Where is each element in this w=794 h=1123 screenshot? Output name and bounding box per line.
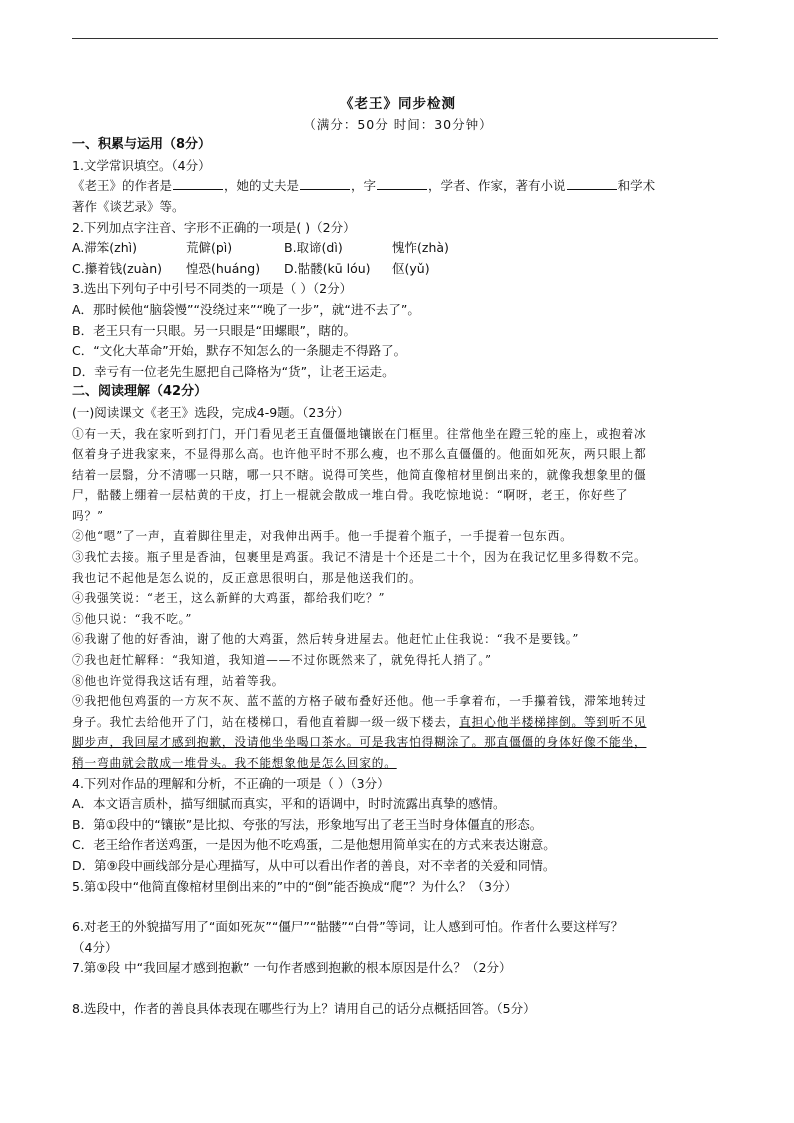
passage-paragraph-6: ⑥我谢了他的好香油，谢了他的大鸡蛋，然后转身进屋去。他赶忙止住我说：“我不是要钱。” (72, 632, 580, 647)
q1-text-4: ，学者、作家，著有小说 (428, 178, 566, 194)
question-2-options-row-1 (72, 238, 724, 259)
question-8: 8.选段中，作者的善良具体表现在哪些行为上？请用自己的话分点概括回答。（5分） (72, 1000, 536, 1016)
document-subtitle: （满分：50分 时间：30分钟） (303, 116, 493, 132)
reading-intro: (一)阅读课文《老王》选段，完成4-9题。（23分） (72, 404, 350, 420)
underlined-passage: 脚步声，我回屋才感到抱歉，没请他坐坐喝口茶水。可是我害怕得糊涂了。那直僵僵的身体好像不能坐， (72, 735, 647, 750)
passage-paragraph-1-line: 结着一层翳，分不清哪一只瞎，哪一只不瞎。说得可笑些，他简直像棺材里倒出来的，就像我想象里的僵 (72, 467, 647, 482)
passage-paragraph-5: ⑤他只说：“我不吃。” (72, 611, 193, 626)
question-6-line-1: 6.对老王的外貌描写用了“面如死灰”“僵尸”“骷髅”“白骨”等词，让人感到可怕。作者什么要这样写？ (72, 919, 624, 935)
option-b-word-2: 愧怍(zhà) (392, 240, 449, 256)
passage-paragraph-3-line: ③我忙去接。瓶子里是香油，包裹里是鸡蛋。我记不清是十个还是二十个，因为在我记忆里多得数不完。 (72, 550, 647, 565)
question-3-stem: 3.选出下列句子中引号不同类的一项是（ ）（2分） (72, 281, 353, 297)
question-2-stem: 2.下列加点字注音、字形不正确的一项是( )（2分） (72, 219, 356, 235)
question-4-option-a: A．本文语言质朴，描写细腻而真实，平和的语调中，时时流露出真挚的感情。 (72, 796, 506, 812)
question-7: 7.第⑨段 中“我回屋才感到抱歉” 一句作者感到抱歉的根本原因是什么？（2分） (72, 960, 512, 976)
question-1-line-1 (72, 176, 724, 197)
question-3-option-d: D．幸亏有一位老先生愿把自己降格为“货”，让老王运走。 (72, 363, 395, 379)
question-3-option-c: C．“文化大革命”开始，默存不知怎么的一条腿走不得路了。 (72, 343, 407, 359)
section-heading-2: 二、阅读理解（42分） (72, 384, 208, 400)
passage-paragraph-1-line: 伛着身子进我家来，不显得那么高。也许他平时不那么瘦，也不那么直僵僵的。他面如死灰，两只眼上都 (72, 447, 647, 462)
q1-text-5: 和学术 (617, 178, 656, 194)
document-title: 《老王》同步检测 (340, 96, 456, 112)
q1-text-3: ，字 (351, 178, 377, 194)
question-2-options-row-2 (72, 259, 724, 280)
passage-paragraph-9-line: ⑨我把他包鸡蛋的一方灰不灰、蓝不蓝的方格子破布叠好还他。他一手拿着布，一手攥着钱，滞笨地转过 (72, 694, 647, 709)
answer-space (72, 979, 724, 999)
question-5: 5.第①段中“他简直像棺材里倒出来的”中的“倒”能否换成“爬”？为什么？（3分） (72, 878, 517, 894)
answer-blank (300, 178, 350, 190)
passage-paragraph-2: ②他“嗯”了一声，直着脚往里走，对我伸出两手。他一手提着个瓶子，一手提着一包东西。 (72, 529, 573, 544)
option-a: A.滞笨(zhì) (72, 240, 138, 256)
document-body (72, 94, 724, 1020)
answer-space (72, 897, 724, 917)
question-4-option-d: D．第⑨段中画线部分是心理描写，从中可以看出作者的善良，对不幸者的关爱和同情。 (72, 857, 556, 873)
passage-paragraph-8: ⑧他也许觉得我这话有理，站着等我。 (72, 673, 285, 688)
option-d: D.骷髅(kū lóu) (284, 260, 371, 276)
option-a-word-2: 荒僻(pì) (186, 240, 233, 256)
question-6-line-2: （4分） (72, 939, 118, 955)
passage-text: 身子。我忙去给他开了门，站在楼梯口，看他直着脚一级一级下楼去， (72, 714, 460, 729)
passage-paragraph-1-line: ①有一天，我在家听到打门，开门看见老王直僵僵地镶嵌在门框里。往常他坐在蹬三轮的座上，或抱着冰 (72, 426, 647, 441)
passage-paragraph-3-line: 我也记不起他是怎么说的，反正意思很明白，那是他送我们的。 (72, 570, 422, 585)
question-3-option-b: B．老王只有一只眼。另一只眼是“田螺眼”，瞎的。 (72, 322, 357, 338)
question-4-stem: 4.下列对作品的理解和分析，不正确的一项是（ ）（3分） (72, 775, 390, 791)
option-c: C.攥着钱(zuàn) (72, 260, 163, 276)
answer-blank (377, 178, 427, 190)
question-4-option-b: B．第①段中的“镶嵌”是比拟、夸张的写法，形象地写出了老王当时身体僵直的形态。 (72, 816, 543, 832)
question-1-line-2: 著作《谈艺录》等。 (72, 198, 185, 214)
question-4-option-c: C．老王给作者送鸡蛋，一是因为他不吃鸡蛋，二是他想用简单实在的方式来表达谢意。 (72, 837, 556, 853)
passage-paragraph-1-line: 尸，骷髅上绷着一层枯黄的干皮，打上一棍就会散成一堆白骨。我吃惊地说：“啊呀，老王，你好些了 (72, 488, 629, 503)
answer-blank (567, 178, 617, 190)
question-3-option-a: A．那时候他“脑袋慢”“没绕过来”“晚了一步”，就“进不去了”。 (72, 301, 420, 317)
passage-paragraph-1-line: 吗？” (72, 508, 104, 523)
passage-paragraph-7: ⑦我也赶忙解释：“我知道，我知道——不过你既然来了，就免得托人捎了。” (72, 653, 492, 668)
option-c-word-2: 惶恐(huáng) (186, 260, 261, 276)
passage-paragraph-4: ④我强笑说：“老王，这么新鲜的大鸡蛋，都给我们吃？” (72, 591, 386, 606)
answer-blank (173, 178, 223, 190)
q1-text-2: ，她的丈夫是 (224, 178, 300, 194)
question-1-stem: 1.文学常识填空。（4分） (72, 157, 211, 173)
header-rule (72, 38, 718, 39)
passage-paragraph-9-line (72, 712, 724, 733)
underlined-passage: 稍一弯曲就会散成一堆骨头。我不能想象他是怎么回家的。 (72, 756, 397, 770)
underlined-passage: 直担心他半楼梯摔倒。等到听不见 (459, 714, 647, 729)
q1-text-1: 《老王》的作者是 (72, 178, 173, 194)
option-d-word-2: 伛(yǔ) (392, 260, 430, 276)
section-heading-1: 一、积累与运用（8分） (72, 137, 212, 153)
option-b: B.取谛(dì) (284, 240, 343, 256)
